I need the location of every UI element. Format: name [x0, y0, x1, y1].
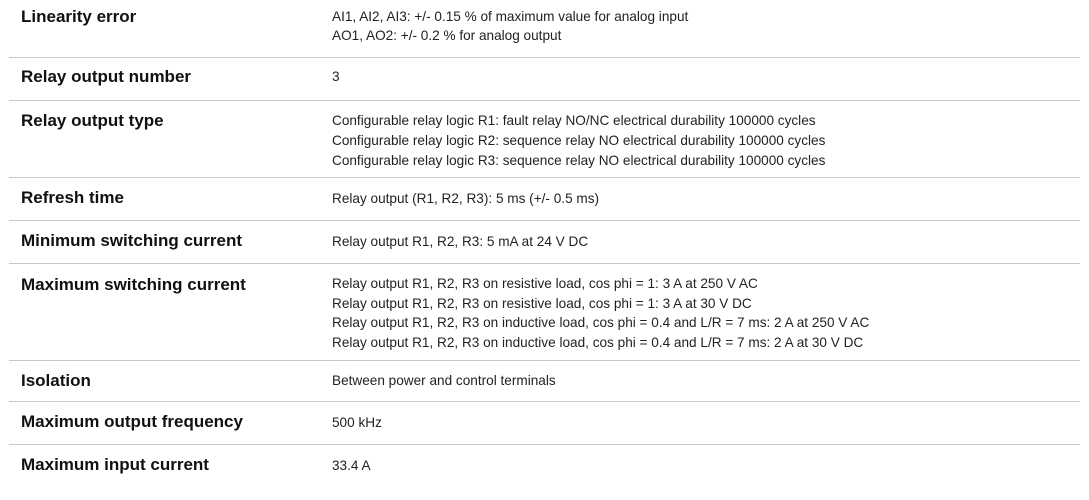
spec-label: Maximum input current [21, 455, 209, 474]
spec-row-minimum-switching-current [9, 221, 1080, 264]
spec-value [319, 58, 1080, 100]
spec-value-line: Relay output R1, R2, R3 on resistive load, cos phi = 1: 3 A at 30 V DC [332, 295, 752, 311]
spec-value [319, 101, 1080, 177]
spec-label: Minimum switching current [21, 231, 243, 250]
spec-label: Isolation [21, 371, 91, 390]
spec-value-line: AI1, AI2, AI3: +/- 0.15 % of maximum value for analog input [332, 9, 689, 24]
spec-value-line: Relay output R1, R2, R3 on inductive load, cos phi = 0.4 and L/R = 7 ms: 2 A at 30 V DC [332, 334, 864, 350]
spec-value [319, 178, 1080, 220]
spec-value-line: Relay output R1, R2, R3: 5 mA at 24 V DC [332, 234, 589, 249]
spec-value [319, 221, 1080, 263]
spec-value-line: AO1, AO2: +/- 0.2 % for analog output [332, 28, 562, 43]
spec-value-line: Configurable relay logic R3: sequence relay NO electrical durability 100000 cycles [332, 153, 826, 168]
spec-value-line: Relay output (R1, R2, R3): 5 ms (+/- 0.5 ms) [332, 191, 600, 206]
spec-value [319, 361, 1080, 401]
spec-row-isolation [9, 361, 1080, 402]
spec-row-relay-output-number [9, 58, 1080, 101]
spec-value-line: Relay output R1, R2, R3 on resistive load, cos phi = 1: 3 A at 250 V AC [332, 276, 758, 291]
spec-value-line: Relay output R1, R2, R3 on inductive load, cos phi = 0.4 and L/R = 7 ms: 2 A at 250 V AC [332, 315, 870, 330]
spec-row-relay-output-type [9, 101, 1080, 178]
spec-row-maximum-output-frequency [9, 402, 1080, 445]
spec-value-line: Configurable relay logic R1: fault relay NO/NC electrical durability 100000 cycles [332, 113, 816, 128]
spec-value-line: Between power and control terminals [332, 373, 556, 388]
spec-value-line: Configurable relay logic R2: sequence relay NO electrical durability 100000 cycles [332, 133, 826, 148]
spec-value-line: 500 kHz [332, 415, 382, 430]
spec-value-line: 3 [332, 69, 340, 84]
spec-row-maximum-switching-current [9, 264, 1080, 361]
spec-value [319, 445, 1080, 490]
spec-row-linearity-error [9, 0, 1080, 58]
spec-label: Maximum output frequency [21, 412, 243, 431]
spec-label: Relay output type [21, 111, 164, 130]
spec-value [319, 402, 1080, 444]
spec-table [9, 0, 1080, 490]
spec-label: Maximum switching current [21, 275, 246, 294]
spec-label: Refresh time [21, 188, 124, 207]
spec-value-line: 33.4 A [332, 458, 371, 473]
spec-label: Relay output number [21, 67, 192, 86]
spec-label: Linearity error [21, 7, 137, 26]
spec-row-maximum-input-current [9, 445, 1080, 490]
spec-value [319, 264, 1080, 360]
spec-row-refresh-time [9, 178, 1080, 221]
spec-value [319, 0, 1080, 57]
